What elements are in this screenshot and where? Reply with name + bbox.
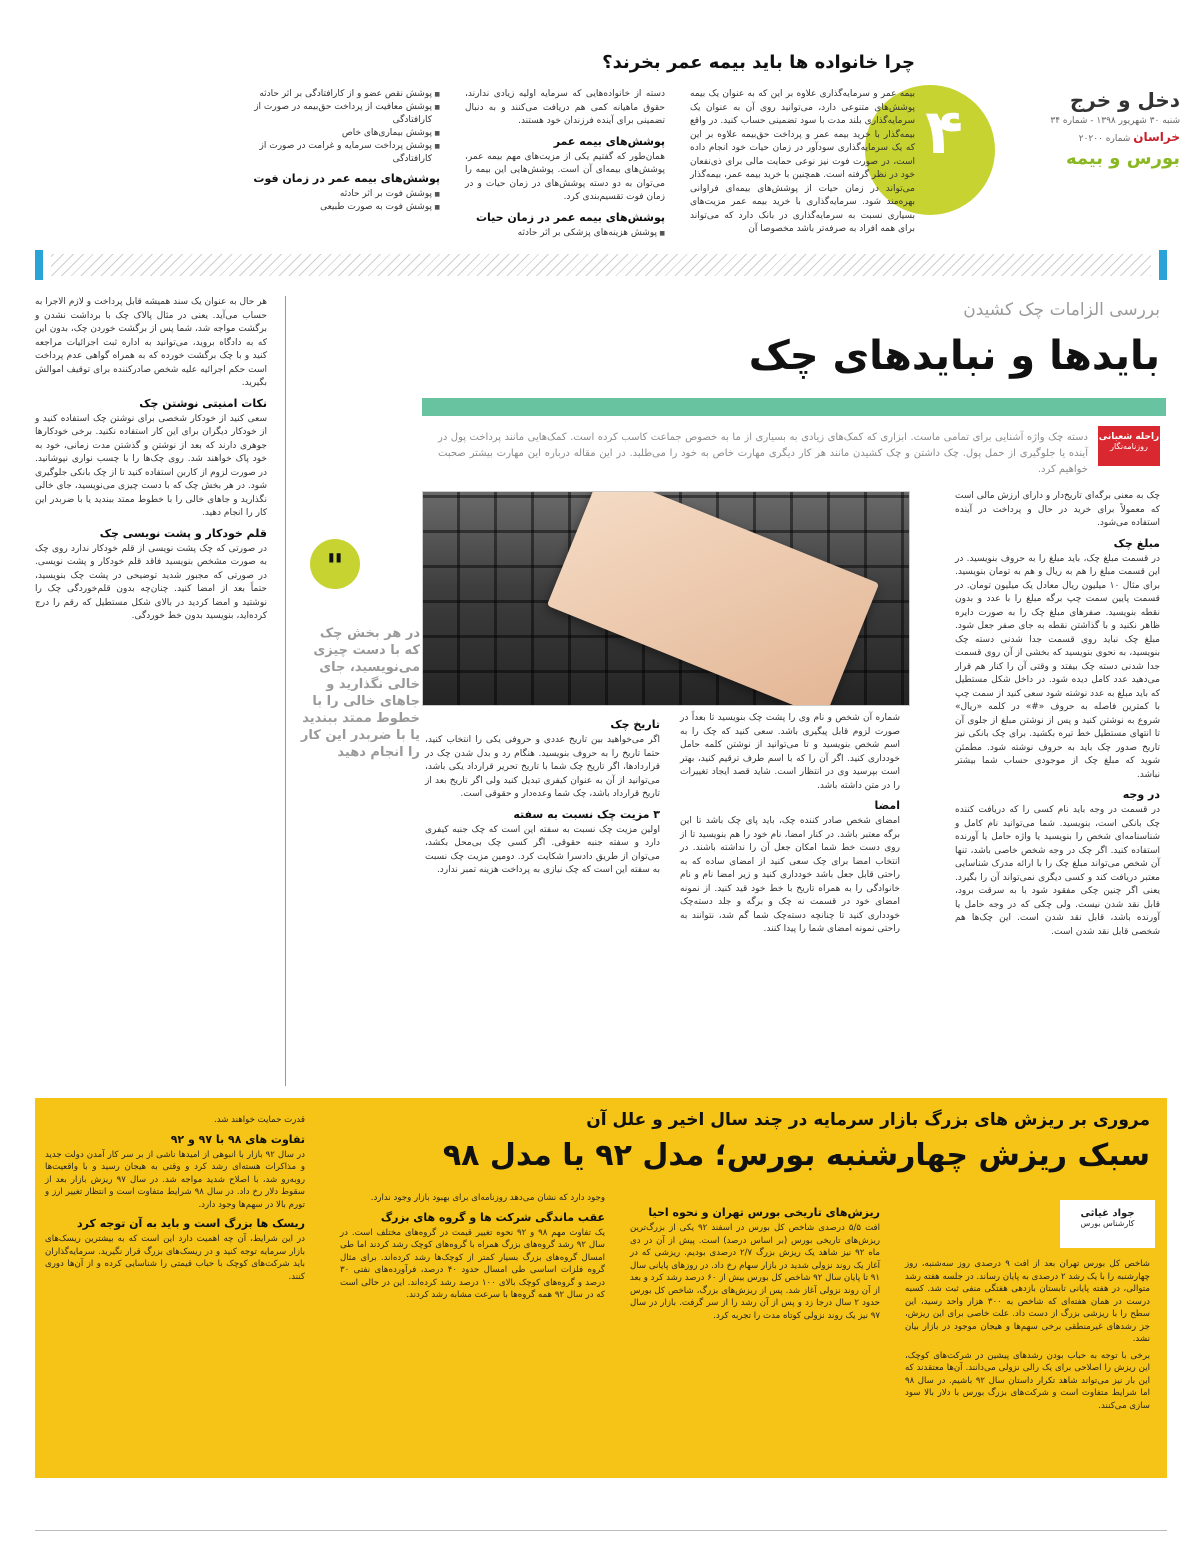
main-article-kicker: بررسی الزامات چک کشیدن	[963, 300, 1160, 320]
yellow-heading-3: تفاوت های ۹۸ با ۹۷ و ۹۲	[170, 1132, 305, 1146]
top-col2-intro: دسته از خانواده‌هایی که سرمایه اولیه زیادی ندارند، حقوق ماهیانه کمی هم دریافت می‌کنند و به دنبال تضمینی برای آینده فرزندان خود هستند.	[465, 89, 665, 126]
bullet-item: ■ پوشش فوت بر اثر حادثه	[240, 188, 440, 201]
top-col2-bullet: ■ پوشش هزینه‌های پزشکی بر اثر حادثه	[465, 227, 665, 240]
section-name: بورس و بیمه	[1065, 148, 1180, 169]
top-article-col-3	[240, 88, 440, 214]
yellow-col3-text: یک تفاوت مهم ۹۸ و ۹۲ نحوه تغییر قیمت در گروه‌های مختلف است. در سال ۹۲ رشد گروه‌های بزرگ همراه با گروه‌های کوچک رشد کردند اما طی امسال گروه‌های بزرگ بسیار کمتر از کوچک‌ها رشد کرده‌اند. برای مثال گروه فلزات اساسی طی امسال حدود ۴۰ درصد، فرآورده‌های نفتی ۳۰ درصد و گروه‌های کوچک بالای ۱۰۰ درصد رشد کرده‌اند. این در حالی است که در سال ۹۲ همه گروه‌ها با سرعت مشابه رشد کردند.	[340, 1227, 605, 1300]
main-col-left	[425, 712, 660, 878]
pen-text: در صورتی که چک پشت نویسی از قلم خودکار ندارد روی چک به صورت مشخص بنویسید فاقد قلم خودکار و پشت نویسی. در صورتی که مجبور شدید توضیحی در پشت چک بنویسید، حتماً بعد از امضا کنید. چنان‌چه بدون قلم‌خوردگی چک را نوشتید و امضا کردید در بالای شکل مستطیل که رقم را درج کرده‌اید، بنویسید بدون خط خوردگی.	[35, 543, 267, 621]
yellow-col-2	[630, 1200, 880, 1322]
pull-quote-text: در هر بخش چک که با دست چیزی می‌نویسید، جای خالی نگذارید و جاهای خالی را با خطوط ممتد ببندید یا با ضربدر این کار را انجام دهید	[300, 626, 420, 760]
yellow-col1-text: شاخص کل بورس تهران بعد از افت ۹ درصدی روز سه‌شنبه، روز چهارشنبه را با یک رشد ۲ درصدی به پایان رساند. در جلسه هفته رشد متوالی، در هفته پایانی تابستان بازدهی هفتگی منفی ثبت شد. کسبه درست در همان هفته‌ای که شاخص به ۳۰۰ هزار واحد رسید، این سطح را با ریزشی بزرگ از دست داد. علت خاصی برای این ریزش، جز رشد‌های غیرمنطقی برخی سهم‌ها و هیجان موجود در بازار بیان نشد.	[905, 1259, 1150, 1344]
yellow-heading-1: ریزش‌های تاریخی بورس تهران و نحوه احیا	[648, 1206, 880, 1219]
safety-text: سعی کنید از خودکار شخصی برای نوشتن چک استفاده کنید و از خودکار دیگران برای این کار استفاده نکنید. برخی خودکارها جوهری دارند که بعد از نوشتن و گذشتن مدت زمانی، خود به خود پاک خواهند شد. روی چک‌ها را با چسب نواری نپوشانید. در صورت لزوم از کاربن استفاده کنید تا از چک بانکی جلوگیری شود. در هر بخش چک که با دست چیزی می‌نویسید، جای خالی نگذارید و جاهای خالی را با خطوط ممتد ببندید یا با ضربدر این کار را انجام دهید.	[35, 413, 267, 518]
paper-info	[990, 130, 1180, 144]
heading-pen: قلم خودکار و پشت نویسی چک	[99, 526, 267, 540]
yellow-col2-text: افت ۵/۵ درصدی شاخص کل بورس در اسفند ۹۲ یکی از بزرگ‌ترین ریزش‌های تاریخی بورس (بر اساس درصد) است. پیش از آن در دی ماه ۹۲ نیز شاهد یک ریزش بزرگ ۲/۷ درصدی بودیم. ریزشی که در آغاز یک روند نزولی شدید در بازار سهام رخ داد. در روزهای پایانی سال ۹۱ تا پایان سال ۹۲ شاخص کل بورس بیش از ۶۰ درصد رشد کرد و بعد از آن روند نزولی آغاز شد. پس از ریزش‌های بزرگ، شاخص کل بورس حدود ۲ سال درجا زد و پس از آن رشد را از سر گرفت. بازار در سال ۹۷ نیز یک روند نزولی کوتاه مدت را تجربه کرد.	[630, 1223, 880, 1321]
brand-logo: دخل و خرج	[1069, 88, 1180, 112]
yellow-col-4	[45, 1114, 305, 1283]
bullet-item: ■ پوشش بیماری‌های خاص	[240, 127, 440, 140]
yellow-kicker: مروری بر ریزش های بزرگ بازار سرمایه در چند سال اخیر و علل آن	[586, 1110, 1150, 1130]
bullet-item: ■ پوشش نقص عضو و از کارافتادگی بر اثر حادثه	[240, 88, 440, 101]
sign-text: امضای شخص صادر کننده چک، باید پای چک باشد تا این برگه معتبر باشد. در کنار امضا، نام خود را هم بنویسید تا از روی دست خط شما امکان جعل آن را نداشته باشند. در انتخاب امضا برای چک سعی کنید از امضای ساده که به راحتی قابل جعل باشد خودداری کنید و زیر امضا نام و نام خانوادگی را به همراه تاریخ با خط خود قید کنید. از نمونه امضای خود در قسمت نه چک و برگه و جلد دسته‌چک خودداری کنید تا چنانچه دسته‌چک شما گم شد، نتوانند به راحتی نمونه امضای شما را پیدا کنند.	[680, 816, 900, 934]
paper-name: خراسان	[1133, 130, 1180, 144]
page-number: ۴	[925, 95, 963, 168]
heading-benefit: ۳ مزیت چک نسبت به سفته	[513, 807, 660, 821]
yellow-col1-text-b: برخی با توجه به حباب بودن رشدهای پیشین در شرکت‌های کوچک، این ریزش را اصلاحی برای یک رالی نزولی می‌دانند. آن‌ها معتقدند که این بار نیز می‌تواند شاهد تکرار داستان سال ۹۲ باشیم. در سال ۹۸ اما شرایط متفاوت است و شرکت‌های بزرگ بورس با دلار بالا سود سازی می‌کنند.	[905, 1350, 1150, 1411]
heading-safety: نکات امنیتی نوشتن چک	[139, 396, 267, 410]
heading-payee: در وجه	[1122, 788, 1160, 801]
bullet-item: ■ پوشش فوت به صورت طبیعی	[240, 201, 440, 214]
top-col3-heading: پوشش‌های بیمه عمر در زمان فوت	[253, 172, 440, 185]
masthead	[990, 88, 1180, 248]
yellow-heading-2: عقب ماندگی شرکت ها و گروه های بزرگ	[380, 1210, 605, 1224]
top-col2-para-1: همان‌طور که گفتیم یکی از مزیت‌های مهم بیمه عمر، پوشش‌های بیمه‌ای آن است. پوشش‌هایی این بیمه را می‌توان به دو دسته پوشش‌های در زمان حیات و در زمان فوت تقسیم‌بندی کرد.	[465, 151, 665, 202]
mid-top-text: شماره آن شخص و نام وی را پشت چک بنویسید تا بعداً در صورت لزوم قابل پیگیری باشد. سعی کنید که چک را به اسم شخص بنویسید و تا می‌توانید از نوشتن کلمه حامل خودداری کنید. اگر آن را که با اسم طرف ترقیم کنید، بهتر است بپرسید وی در انتظار است. شاید قصد ایجاد تغییرات را در متن داشته باشد.	[680, 713, 900, 791]
yellow-col4-text-b: در این شرایط، آن چه اهمیت دارد این است که به بیشترین ریسک‌های بازار سرمایه توجه کنید و در ریسک‌های بزرگ قرار نگیرید. سرمایه‌گذاران باید شرکت‌های کوچک با حباب قیمتی را شناسایی کرده و از آن‌ها دوری کنند.	[45, 1234, 305, 1282]
author-name: راحله شعبانی	[1098, 432, 1160, 442]
pull-quote	[300, 545, 420, 761]
top-col2-heading-1: پوشش‌های بیمه عمر	[553, 134, 665, 148]
author-role: روزنامه‌نگار	[1110, 442, 1148, 451]
bullet-item: ■ پوشش پرداخت سرمایه و غرامت در صورت از کارافتادگی	[240, 140, 440, 166]
yellow-heading-4: ریسک ها بزرگ است و باید به آن توجه کرد	[77, 1217, 305, 1230]
yellow-author-name: جواد غیاثی	[1080, 1208, 1135, 1219]
yellow-col-1	[905, 1258, 1150, 1412]
main-col-far-left	[35, 296, 267, 624]
footer-rule	[35, 1530, 1167, 1531]
yellow-col-3	[340, 1192, 605, 1302]
column-divider	[285, 296, 286, 1086]
top-col2-heading-2: پوشش‌های بیمه عمر در زمان حیات	[475, 210, 665, 224]
paper-issue: شماره ۲۰۲۰۰	[1078, 134, 1131, 144]
top-article-title: چرا خانواده ها باید بیمه عمر بخرند؟	[602, 52, 915, 73]
bullet-item: ■ پوشش معافیت از پرداخت حق‌بیمه در صورت از کارافتادگی	[240, 101, 440, 127]
history-text: اگر می‌خواهید بین تاریخ عددی و حروفی یکی را انتخاب کنید، حتما تاریخ را به حروف بنویسید. هنگام رد و بدل شدن چک در قراردادها، اگر تاریخ چک شما با تاریخ تحریر قرارداد یکی باشد، می‌توانید از آن به عنوان کیفری تبدیل کنید ولی اگر تاریخ بعد از تاریخ قرارداد باشد، چک شما وعده‌دار و حقوقی است.	[425, 735, 660, 799]
payee-text: در قسمت در وجه باید نام کسی را که دریافت کننده چک بانکی است، بنویسید. شما می‌توانید نام کامل و شناسنامه‌ای شخص را بنویسید یا واژه حامل یا آورنده استفاده کنید. اگر چک در وجه شخص خاصی باشد، تنها آن شخص می‌تواند مبلغ چک را با ارائه مدرک شناسایی معتبر دریافت کند و کسی دیگری نمی‌تواند آن را بگیرد. یعنی اگر چنین چکی مفقود شود با به سرقت برود، قابل نقد شدن نیست. ولی چکی که در وجه حامل یا آورنده باشد، قابل نقد شدن است. این چک‌ها هم شخصی قابل نقد شدن است.	[955, 805, 1160, 937]
yellow-col3-intro: وجود دارد که نشان می‌دهد روزنامه‌ای برای بهبود بازار وجود ندارد.	[370, 1193, 605, 1203]
yellow-author-box	[1060, 1200, 1155, 1248]
heading-amount: مبلغ چک	[1113, 536, 1160, 550]
yellow-col4-text: در سال ۹۲ بازار با انبوهی از امیدها ناشی از بر سر کار آمدن دولت جدید و مذاکرات هسته‌ای رشد کرد و وقتی به هیجان رسید و با واقعیت‌ها روبه‌رو شد، با اصلاح شدید مواجه شد. در سال ۹۷ ریزش بازار بعد از سقوط دلار رخ داد. در سال ۹۸ شرایط متفاوت است و انتظار تغییر ارز و تورم بالا در سهم‌ها وجود دارد.	[45, 1149, 305, 1210]
main-col-mid	[680, 712, 900, 937]
yellow-title: سبک ریزش چهارشنبه بورس؛ مدل ۹۲ یا مدل ۹۸	[442, 1138, 1150, 1173]
top-article-col-2	[465, 88, 665, 240]
author-box	[1098, 426, 1160, 466]
article-lead: دسته چک واژه آشنایی برای تمامی ماست. ابزاری که کمک‌های زیادی به بسیاری از ما به خصوص جماعت کاسب کرده است. کمک‌هایی مانند پرداخت پول در آینده یا جلوگیری از حمل پول. چک داشتن و چک کشیدن مانند هر کار دیگری مهارت خاص به خود را می‌طلبد. در این مقاله درباره این مهارت بیشتر صحبت خواهیم کرد.	[438, 432, 1088, 475]
quote-icon: "	[310, 539, 360, 589]
top-article-col-1: بیمه عمر و سرمایه‌گذاری علاوه بر این که به عنوان یک بیمه پوشش‌های متنوعی دارد، می‌توانید روی آن به عنوان یک سرمایه‌گذاری بلند مدت با سود تضمینی حساب کنید. در واقع بیمه‌گذار با خرید بیمه عمر و پرداخت حق‌بیمه علاوه بر این که یک سرمایه‌گذاری سودآور در زمان حیات خود انجام داده است، در صورت فوت نیز نوعی حمایت مالی برای ذی‌نفعان خود در نظر گرفته است. همچنین با خرید بیمه عمر، بیمه‌گذار می‌تواند در زمان حیات از پوشش‌های بیمه‌ای فراوانی بهره‌مند شود. سرمایه‌گذاری با خرید بیمه عمر مزیت‌های بسیاری نسبت به سرمایه‌گذاری در بانک دارد که می‌تواند برای همه افراد به صرفه‌تر باشد مخصوصا آن	[690, 89, 915, 234]
issue-info: شنبه ۳۰ شهریور ۱۳۹۸ - شماره ۳۴	[1050, 116, 1180, 126]
far-left-intro: هر حال به عنوان یک سند همیشه قابل پرداخت و لازم الاجرا به حساب می‌آید. یعنی در مثال پالاک چک با برداشت نشدن و برگشت مواجه شد، شما پس از برگشت خوردن چک، بدون این که به دادگاه بروید، می‌توانید به اداره ثبت اجرائیات مراجعه کنید و با چک برگشت خورده که به همراه گواهی عدم پرداخت است حکم اجرائیه علیه شخص صادرکننده برای توقیف اموالش بگیرید.	[35, 297, 267, 388]
section-divider	[35, 250, 1167, 280]
main-article-title: بایدها و نبایدهای چک	[748, 333, 1160, 379]
amount-text: در قسمت مبلغ چک، باید مبلغ را به حروف بنویسید. در این قسمت مبلغ را هم به ریال و هم به تومان بنویسید. برای مثال ۱۰ میلیون ریال معادل یک میلیون تومان. در قسمت پایین سمت چپ برگه مبلغ را با عدد و بدون نقطه بنویسید. صفرهای مبلغ چک را به صورت دایره ظاهر نکنید و با گذاشتن نقطه به جای صفر جعل شود. مبلغ چک نباید روی قسمت جدا شدنی دسته چک بنویسید، به نحوی بنویسید که بخشی از آن روی قسمت جدا شدنی دسته چک بیفتد و وقتی آن را کنار هم قرار می‌دهید عدد کامل دیده شود. در داخل شکل مستطیل که باید مبلغ به عدد نوشته شود سعی کنید از سمت چپ با کمترین فاصله به حروف «#» در کلمه «ریال» شروع به نوشتن کنید و پس از نوشتن مبلغ از جلوی آن تا انتهای مستطیل خط تیره بکشید. برای چک بانکی نیز تاریخ صدور چک باید به حروف نوشته شود. مطمئن شوید که مبلغ چک از موجودی حساب شما بیشتر نباشد.	[955, 553, 1160, 780]
title-accent-bar	[422, 398, 1166, 416]
heading-sign: امضا	[874, 799, 900, 812]
cheque-photo	[422, 491, 910, 706]
intro-text: چک به معنی برگه‌ای تاریخ‌دار و دارای ارزش مالی است که معمولاً برای خرید در حال و پرداخت در آینده استفاده می‌شود.	[955, 491, 1160, 528]
heading-history: تاریخ چک	[610, 718, 660, 731]
main-col-right	[955, 490, 1160, 939]
benefit-text: اولین مزیت چک نسبت به سفته این است که چک جنبه کیفری دارد و سفته جنبه حقوقی. اگر کسی چک بی‌محل بکشد، می‌توان از طریق دادسرا شکایت کرد. دومین مزیت چک نسبت به سفته این است که چک نیازی به پرداخت هزینه تمبر ندارد.	[425, 824, 660, 875]
yellow-author-role: کارشناس بورس	[1080, 1219, 1135, 1228]
yellow-col4-intro: قدرت حمایت خواهند شد.	[213, 1115, 305, 1125]
